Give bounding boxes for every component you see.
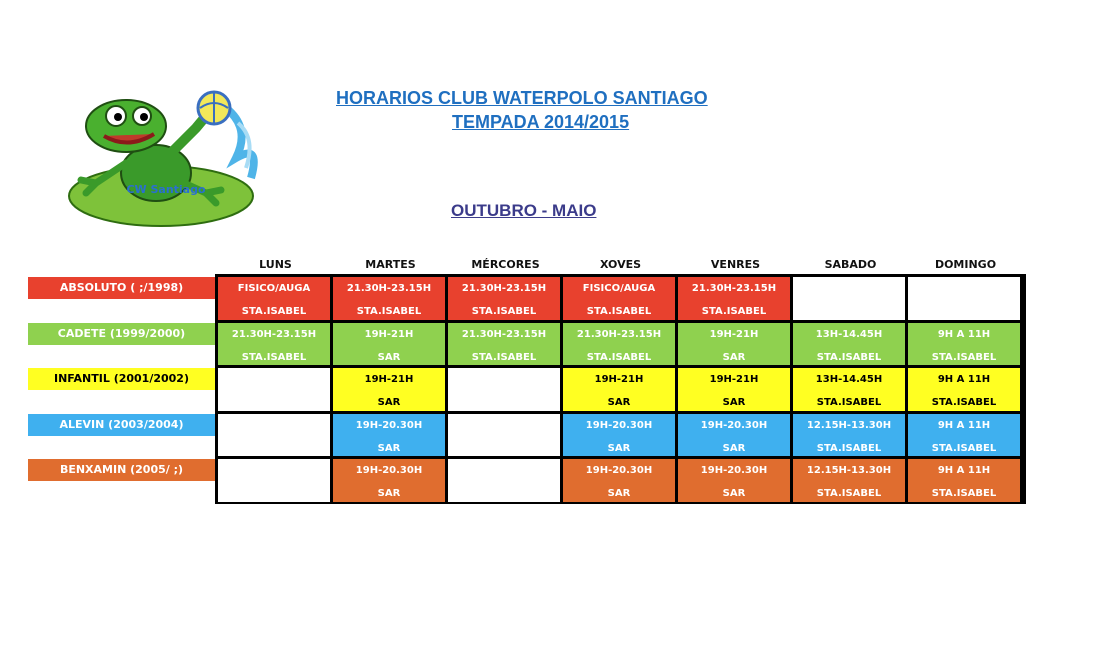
cell-time: 19H-21H	[709, 328, 759, 340]
schedule-cell	[678, 323, 790, 366]
category-label: ABSOLUTO ( ;/1998)	[28, 277, 215, 299]
schedule-cell	[563, 323, 675, 366]
schedule-cell	[333, 323, 445, 366]
cell-place: STA.ISABEL	[816, 351, 882, 363]
cell-place: STA.ISABEL	[586, 351, 652, 363]
cell-place: STA.ISABEL	[586, 306, 652, 317]
cell-place: STA.ISABEL	[816, 397, 882, 409]
schedule-cell	[333, 277, 445, 320]
cell-time: 19H-21H	[364, 328, 414, 340]
day-header: SABADO	[824, 258, 877, 271]
schedule-cell	[678, 459, 790, 502]
cell-place: STA.ISABEL	[816, 442, 882, 454]
cell-time: 9H A 11H	[937, 328, 991, 340]
cell-time: 21.30H-23.15H	[231, 328, 317, 340]
cell-place: SAR	[377, 488, 401, 500]
schedule-grid	[215, 274, 1026, 504]
page-title: HORARIOS CLUB WATERPOLO SANTIAGO	[336, 88, 708, 108]
schedule-cell	[678, 368, 790, 411]
empty-cell	[448, 459, 560, 502]
cell-time: 13H-14.45H	[815, 328, 883, 340]
cell-place: STA.ISABEL	[356, 306, 422, 317]
cell-time: 13H-14.45H	[815, 374, 883, 386]
cell-place: SAR	[722, 442, 746, 454]
schedule-cell	[793, 459, 905, 502]
cell-place: STA.ISABEL	[471, 306, 537, 317]
empty-cell	[448, 368, 560, 411]
cell-time: 19H-20.30H	[700, 465, 768, 477]
cell-time: 19H-20.30H	[585, 419, 653, 431]
cell-time: 19H-20.30H	[355, 465, 423, 477]
schedule-cell	[218, 323, 330, 366]
schedule-cell	[908, 414, 1020, 457]
cell-place: STA.ISABEL	[471, 351, 537, 363]
day-header: LUNS	[259, 258, 292, 271]
cell-place: SAR	[377, 442, 401, 454]
cell-time: 21.30H-23.15H	[346, 283, 432, 294]
day-header: VENRES	[710, 258, 761, 271]
cell-place: SAR	[607, 397, 631, 409]
day-header: XOVES	[599, 258, 642, 271]
cell-place: SAR	[377, 397, 401, 409]
cell-place: SAR	[722, 397, 746, 409]
cell-time: 21.30H-23.15H	[461, 283, 547, 294]
category-label: BENXAMIN (2005/ ;)	[28, 459, 215, 481]
cell-time: 21.30H-23.15H	[691, 283, 777, 294]
schedule-cell	[563, 277, 675, 320]
cell-time: FISICO/AUGA	[582, 283, 656, 294]
cell-place: STA.ISABEL	[241, 351, 307, 363]
cell-place: SAR	[607, 488, 631, 500]
schedule-cell	[448, 277, 560, 320]
schedule-cell	[678, 414, 790, 457]
schedule-cell	[793, 414, 905, 457]
schedule-cell	[563, 414, 675, 457]
frog-logo-icon	[66, 88, 266, 228]
schedule-cell	[333, 414, 445, 457]
cell-place: STA.ISABEL	[931, 397, 997, 409]
schedule-cell	[793, 323, 905, 366]
cell-time: 19H-20.30H	[585, 465, 653, 477]
season-title: TEMPADA 2014/2015	[452, 112, 630, 132]
cell-time: 19H-21H	[364, 374, 414, 386]
cell-place: STA.ISABEL	[241, 306, 307, 317]
cell-time: 9H A 11H	[937, 465, 991, 477]
schedule-cell	[678, 277, 790, 320]
cell-place: STA.ISABEL	[816, 488, 882, 500]
schedule-cell	[793, 368, 905, 411]
cell-time: 9H A 11H	[937, 419, 991, 431]
cell-time: FISICO/AUGA	[237, 283, 311, 294]
schedule-cell	[563, 368, 675, 411]
cell-place: SAR	[377, 351, 401, 363]
schedule-cell	[908, 459, 1020, 502]
cell-time: 9H A 11H	[937, 374, 991, 386]
schedule-cell	[908, 323, 1020, 366]
cell-place: STA.ISABEL	[701, 306, 767, 317]
cell-place: STA.ISABEL	[931, 351, 997, 363]
cell-time: 21.30H-23.15H	[461, 328, 547, 340]
category-label: INFANTIL (2001/2002)	[28, 368, 215, 390]
cell-place: STA.ISABEL	[931, 442, 997, 454]
empty-cell	[908, 277, 1020, 320]
day-header: MÉRCORES	[471, 258, 540, 271]
category-label: CADETE (1999/2000)	[28, 323, 215, 345]
schedule-cell	[218, 277, 330, 320]
empty-cell	[218, 459, 330, 502]
schedule-cell	[333, 368, 445, 411]
cell-time: 12.15H-13.30H	[806, 419, 892, 431]
cell-time: 19H-21H	[709, 374, 759, 386]
day-header: DOMINGO	[934, 258, 997, 271]
schedule-cell	[448, 323, 560, 366]
schedule-cell	[563, 459, 675, 502]
cell-time: 19H-21H	[594, 374, 644, 386]
empty-cell	[218, 368, 330, 411]
empty-cell	[448, 414, 560, 457]
category-label: ALEVIN (2003/2004)	[28, 414, 215, 436]
logo-text: CW Santiago	[126, 183, 206, 196]
cell-place: SAR	[722, 488, 746, 500]
cell-place: SAR	[722, 351, 746, 363]
empty-cell	[793, 277, 905, 320]
cell-place: SAR	[607, 442, 631, 454]
cell-time: 19H-20.30H	[355, 419, 423, 431]
schedule-cell	[908, 368, 1020, 411]
day-header: MARTES	[365, 258, 416, 271]
schedule-cell	[333, 459, 445, 502]
cell-place: STA.ISABEL	[931, 488, 997, 500]
empty-cell	[218, 414, 330, 457]
cell-time: 12.15H-13.30H	[806, 465, 892, 477]
cell-time: 21.30H-23.15H	[576, 328, 662, 340]
period-title: OUTUBRO - MAIO	[451, 201, 597, 220]
cell-time: 19H-20.30H	[700, 419, 768, 431]
